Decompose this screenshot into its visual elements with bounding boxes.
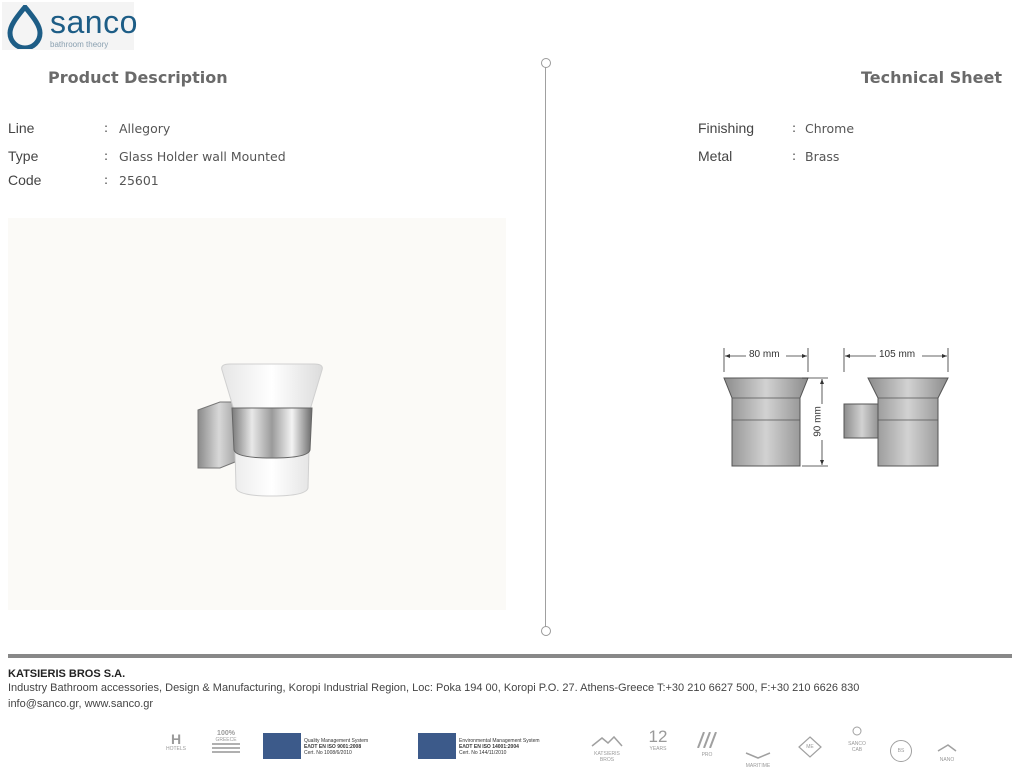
years-badge: 12 YEARS [648, 727, 668, 752]
wave-icon [740, 751, 776, 759]
bs-badge: BS [890, 740, 912, 762]
me-badge: ME [798, 736, 822, 762]
divider-bottom-dot [541, 626, 551, 636]
finishing-value: Chrome [805, 121, 855, 136]
eurocert-logo-icon [263, 733, 301, 759]
cert-environmental: Environmental Management System ΕΛΟΤ ΕΝ ISO 14001:2004 Cert. No 144/11/2010 [459, 738, 540, 756]
side-view [844, 348, 948, 466]
brand-tagline: bathroom theory [50, 40, 109, 49]
bulb-icon [844, 725, 870, 737]
metal-label: Metal [698, 148, 733, 164]
colon: : [104, 121, 109, 135]
company-contact[interactable]: info@sanco.gr, www.sanco.gr [8, 698, 154, 710]
nano-arrow-icon [934, 743, 960, 753]
dimension-height: 90 mm [812, 406, 824, 437]
technical-sheet-title: Technical Sheet [861, 68, 1002, 87]
type-label: Type [8, 148, 39, 164]
brand-name: sanco [50, 4, 138, 40]
line-value: Allegory [119, 121, 171, 136]
eurocert-logo-icon [418, 733, 456, 759]
code-value: 25601 [119, 173, 159, 188]
product-photo [8, 218, 506, 610]
footer-rule [8, 654, 1012, 658]
finishing-label: Finishing [698, 120, 755, 136]
company-name: KATSIERIS BROS S.A. [8, 668, 126, 680]
made-in-greece-badge: 100% GREECE [212, 730, 240, 755]
nano-badge: NANO [934, 738, 960, 763]
company-address: Industry Bathroom accessories, Design & Manufacturing, Koropi Industrial Region, Loc: Poka 194 00, Koropi P.O. 27. Athens-Greece T:+30 210 6627 500, F:+30 210 6626 830 [8, 682, 860, 694]
metal-value: Brass [805, 149, 840, 164]
colon: : [104, 149, 109, 163]
code-label: Code [8, 172, 42, 188]
hotels-badge: H HOTELS [165, 731, 186, 752]
pro-badge: PRO [694, 732, 720, 758]
technical-drawing [716, 342, 956, 474]
divider-top-dot [541, 58, 551, 68]
sanco-cab-badge: SANCO CAB [844, 722, 870, 753]
dimension-width: 80 mm [749, 349, 780, 360]
line-label: Line [8, 120, 35, 136]
house-icon [590, 735, 624, 747]
colon: : [104, 173, 109, 187]
maritime-badge: MARITIME [740, 744, 776, 769]
column-divider [545, 66, 546, 632]
dimension-depth: 105 mm [879, 349, 916, 360]
h-icon: H [170, 731, 182, 747]
katsieris-badge: KATSIERIS BROS [590, 732, 624, 763]
colon: : [792, 121, 797, 135]
glass-holder-image [8, 218, 506, 610]
greek-flag-icon [212, 743, 240, 755]
product-description-title: Product Description [48, 68, 228, 87]
colon: : [792, 149, 797, 163]
stripes-icon [694, 732, 720, 748]
sanco-drop-icon [6, 5, 44, 49]
cert-quality: Quality Management System ΕΛΟΤ ΕΝ ISO 9001:2008 Cert. No 1008/6/2010 [304, 738, 369, 756]
type-value: Glass Holder wall Mounted [119, 149, 286, 164]
